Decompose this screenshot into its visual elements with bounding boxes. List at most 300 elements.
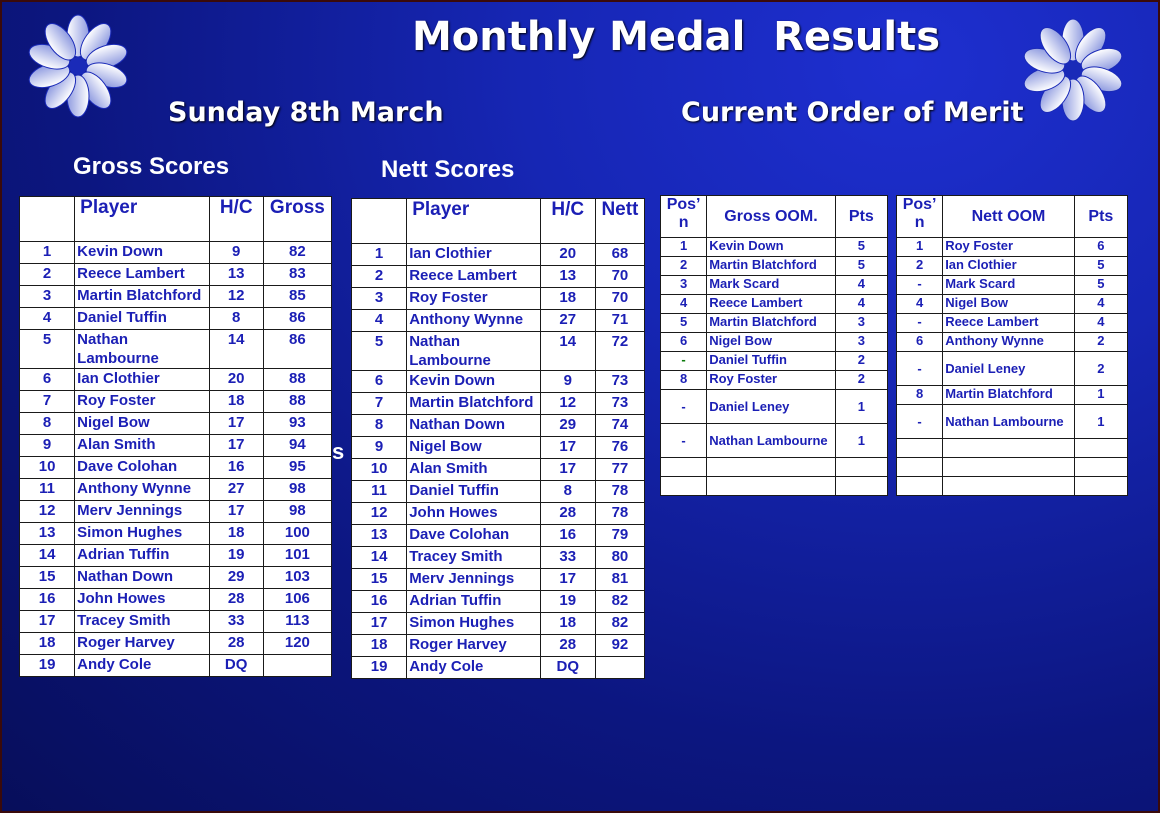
table-cell: 79 <box>595 525 644 547</box>
table-cell: 71 <box>595 310 644 332</box>
table-cell: 17 <box>209 413 263 435</box>
table-cell: 78 <box>595 503 644 525</box>
table-row <box>352 635 645 657</box>
table-cell: Martin Blatchford <box>407 393 540 415</box>
table-row <box>20 457 332 479</box>
table-row <box>20 479 332 501</box>
table-cell: 18 <box>209 523 263 545</box>
table-cell: 9 <box>209 242 263 264</box>
table-cell: Adrian Tuffin <box>75 545 209 567</box>
table-row <box>20 567 332 589</box>
table-cell: 68 <box>595 244 644 266</box>
table-cell: 2 <box>835 352 887 371</box>
table-cell: 4 <box>897 295 943 314</box>
table-row <box>352 332 645 371</box>
table-row <box>352 244 645 266</box>
table-row <box>20 264 332 286</box>
table-cell: 1 <box>661 238 707 257</box>
table-cell <box>661 477 707 496</box>
table-cell: Reece Lambert <box>75 264 209 286</box>
table-cell: Daniel Tuffin <box>407 481 540 503</box>
table-cell: 73 <box>595 393 644 415</box>
table-cell: 86 <box>263 308 331 330</box>
table-row <box>352 547 645 569</box>
col-header: Nett OOM <box>943 196 1075 238</box>
table-cell <box>943 458 1075 477</box>
col-header: Nett <box>595 199 644 244</box>
table-cell: 17 <box>209 501 263 523</box>
table-row <box>661 390 888 424</box>
table-cell: Roger Harvey <box>407 635 540 657</box>
table-cell: 1 <box>1074 386 1127 405</box>
table-cell: 12 <box>540 393 595 415</box>
table-cell: - <box>897 352 943 386</box>
table-cell: Alan Smith <box>407 459 540 481</box>
table-row <box>20 523 332 545</box>
nett-scores-heading: Nett Scores <box>381 156 515 183</box>
col-header: Player <box>75 197 209 242</box>
table-cell: 4 <box>1074 295 1127 314</box>
table-cell: 29 <box>209 567 263 589</box>
table-cell: Simon Hughes <box>407 613 540 635</box>
table-cell: Anthony Wynne <box>407 310 540 332</box>
table-cell <box>835 458 887 477</box>
col-header: Pos’ n <box>897 196 943 238</box>
table-row <box>20 308 332 330</box>
table-cell: Nathan Lambourne <box>943 405 1075 439</box>
table-cell: 70 <box>595 288 644 310</box>
table-cell: Adrian Tuffin <box>407 591 540 613</box>
table-cell: Reece Lambert <box>943 314 1075 333</box>
table-row <box>20 611 332 633</box>
order-of-merit-heading: Current Order of Merit <box>681 97 1024 128</box>
table-row <box>897 333 1128 352</box>
table-cell: 28 <box>540 635 595 657</box>
table-row <box>661 314 888 333</box>
table-cell: 1 <box>352 244 407 266</box>
table-cell: 82 <box>595 613 644 635</box>
table-cell: 2 <box>20 264 75 286</box>
table-cell: Nathan Lambourne <box>75 330 209 369</box>
table-cell: 16 <box>209 457 263 479</box>
table-row <box>20 633 332 655</box>
table-cell: Nigel Bow <box>707 333 836 352</box>
table-cell: 18 <box>20 633 75 655</box>
table-cell: 2 <box>835 371 887 390</box>
table-row <box>897 352 1128 386</box>
table-cell: 3 <box>835 333 887 352</box>
table-cell: Nathan Down <box>407 415 540 437</box>
table-cell: 86 <box>263 330 331 369</box>
table-cell: Nigel Bow <box>75 413 209 435</box>
table-cell: 8 <box>20 413 75 435</box>
table-cell: Nigel Bow <box>943 295 1075 314</box>
table-row <box>352 288 645 310</box>
table-cell: 19 <box>540 591 595 613</box>
table-cell: 18 <box>352 635 407 657</box>
table-cell <box>897 477 943 496</box>
table-cell: 76 <box>595 437 644 459</box>
table-cell: 17 <box>540 437 595 459</box>
table-cell: 33 <box>540 547 595 569</box>
table-row <box>897 276 1128 295</box>
table-cell: Daniel Tuffin <box>75 308 209 330</box>
col-header <box>20 197 75 242</box>
table-row <box>352 459 645 481</box>
table-cell: 3 <box>661 276 707 295</box>
table-row <box>897 314 1128 333</box>
table-cell: Kevin Down <box>75 242 209 264</box>
table-cell: 10 <box>352 459 407 481</box>
table-cell: 15 <box>352 569 407 591</box>
table-cell: Nathan Lambourne <box>407 332 540 371</box>
table-row <box>352 415 645 437</box>
gross-scores-table <box>19 196 332 677</box>
table-cell: 5 <box>661 314 707 333</box>
col-header: H/C <box>540 199 595 244</box>
table-cell: Martin Blatchford <box>943 386 1075 405</box>
table-row <box>352 437 645 459</box>
table-row <box>897 386 1128 405</box>
table-cell: Andy Cole <box>75 655 209 677</box>
table-cell: 18 <box>540 613 595 635</box>
table-cell: Daniel Tuffin <box>707 352 836 371</box>
table-row <box>352 371 645 393</box>
table-cell: 73 <box>595 371 644 393</box>
table-cell: Roy Foster <box>707 371 836 390</box>
table-cell: 94 <box>263 435 331 457</box>
table-cell: Martin Blatchford <box>707 257 836 276</box>
table-cell: 28 <box>209 589 263 611</box>
table-row <box>661 424 888 458</box>
table-cell: 100 <box>263 523 331 545</box>
table-cell: 6 <box>20 369 75 391</box>
table-row <box>897 257 1128 276</box>
date-heading: Sunday 8th March <box>168 97 444 128</box>
table-cell: 120 <box>263 633 331 655</box>
table-cell <box>897 439 943 458</box>
table-cell: 95 <box>263 457 331 479</box>
table-cell <box>263 655 331 677</box>
table-cell: 17 <box>540 459 595 481</box>
col-header: Pts <box>1074 196 1127 238</box>
table-cell: 11 <box>20 479 75 501</box>
table-cell: 13 <box>540 266 595 288</box>
table-row <box>661 352 888 371</box>
table-cell: 5 <box>20 330 75 369</box>
table-cell: 5 <box>1074 276 1127 295</box>
table-cell: Reece Lambert <box>707 295 836 314</box>
table-cell: - <box>661 390 707 424</box>
table-row <box>897 439 1128 458</box>
table-cell: 6 <box>352 371 407 393</box>
table-cell: 17 <box>540 569 595 591</box>
table-cell: 14 <box>352 547 407 569</box>
table-cell: 33 <box>209 611 263 633</box>
table-row <box>20 369 332 391</box>
table-cell: John Howes <box>407 503 540 525</box>
table-cell: Ian Clothier <box>407 244 540 266</box>
table-cell: John Howes <box>75 589 209 611</box>
table-cell: - <box>661 352 707 371</box>
table-cell: 20 <box>540 244 595 266</box>
table-cell: 14 <box>20 545 75 567</box>
table-row <box>352 525 645 547</box>
table-cell: 14 <box>209 330 263 369</box>
col-header: Gross <box>263 197 331 242</box>
table-row <box>20 501 332 523</box>
table-row <box>352 591 645 613</box>
table-row <box>352 657 645 679</box>
table-cell: 85 <box>263 286 331 308</box>
table-cell: 19 <box>20 655 75 677</box>
table-cell: Roy Foster <box>943 238 1075 257</box>
table-row <box>661 333 888 352</box>
table-cell: - <box>897 405 943 439</box>
table-cell: 77 <box>595 459 644 481</box>
table-cell: Dave Colohan <box>407 525 540 547</box>
table-cell: 17 <box>20 611 75 633</box>
table-cell: Roy Foster <box>75 391 209 413</box>
table-cell: - <box>661 424 707 458</box>
table-cell: 103 <box>263 567 331 589</box>
table-cell <box>1074 458 1127 477</box>
table-row <box>661 458 888 477</box>
table-row <box>20 545 332 567</box>
table-cell: 1 <box>897 238 943 257</box>
table-cell: 16 <box>352 591 407 613</box>
table-cell: 2 <box>1074 333 1127 352</box>
table-cell: 80 <box>595 547 644 569</box>
table-cell: Kevin Down <box>707 238 836 257</box>
table-cell: 11 <box>352 481 407 503</box>
table-cell: 20 <box>209 369 263 391</box>
table-cell: 2 <box>352 266 407 288</box>
table-cell: Anthony Wynne <box>75 479 209 501</box>
table-cell: 1 <box>20 242 75 264</box>
table-cell: 98 <box>263 479 331 501</box>
table-cell <box>943 477 1075 496</box>
table-cell <box>707 458 836 477</box>
table-cell: Roy Foster <box>407 288 540 310</box>
table-cell: 7 <box>352 393 407 415</box>
col-header <box>352 199 407 244</box>
table-row <box>661 276 888 295</box>
table-row <box>352 613 645 635</box>
table-cell: 10 <box>20 457 75 479</box>
table-cell: 27 <box>540 310 595 332</box>
table-row <box>352 569 645 591</box>
table-cell: Merv Jennings <box>407 569 540 591</box>
table-cell: 74 <box>595 415 644 437</box>
table-row <box>20 286 332 308</box>
table-cell: 1 <box>835 390 887 424</box>
table-cell: Anthony Wynne <box>943 333 1075 352</box>
table-cell <box>943 439 1075 458</box>
table-cell: 113 <box>263 611 331 633</box>
table-row <box>352 266 645 288</box>
col-header: Pos’ n <box>661 196 707 238</box>
table-cell: 2 <box>1074 352 1127 386</box>
table-cell: Reece Lambert <box>407 266 540 288</box>
table-row <box>352 503 645 525</box>
table-cell: 9 <box>352 437 407 459</box>
table-cell: 13 <box>209 264 263 286</box>
table-cell: 17 <box>352 613 407 635</box>
table-cell <box>707 477 836 496</box>
table-cell: 5 <box>352 332 407 371</box>
table-cell: Merv Jennings <box>75 501 209 523</box>
col-header: H/C <box>209 197 263 242</box>
table-cell: 3 <box>352 288 407 310</box>
table-cell: 6 <box>897 333 943 352</box>
table-cell: DQ <box>540 657 595 679</box>
table-cell: 8 <box>352 415 407 437</box>
table-cell: 29 <box>540 415 595 437</box>
table-cell: 28 <box>209 633 263 655</box>
table-cell: Andy Cole <box>407 657 540 679</box>
table-cell <box>1074 477 1127 496</box>
table-cell: 5 <box>835 257 887 276</box>
table-row <box>352 481 645 503</box>
table-cell: 82 <box>595 591 644 613</box>
gross-scores-heading: Gross Scores <box>73 153 230 180</box>
table-row <box>20 589 332 611</box>
table-cell: 27 <box>209 479 263 501</box>
table-cell: 12 <box>20 501 75 523</box>
table-cell <box>897 458 943 477</box>
table-cell: 4 <box>835 276 887 295</box>
col-header: Player <box>407 199 540 244</box>
table-cell: 16 <box>20 589 75 611</box>
table-cell: Dave Colohan <box>75 457 209 479</box>
table-row <box>20 413 332 435</box>
table-cell <box>661 458 707 477</box>
table-cell: Nathan Lambourne <box>707 424 836 458</box>
table-cell: Tracey Smith <box>407 547 540 569</box>
table-cell: 13 <box>352 525 407 547</box>
table-cell: Simon Hughes <box>75 523 209 545</box>
table-cell: 6 <box>1074 238 1127 257</box>
table-row <box>661 371 888 390</box>
table-cell: - <box>897 314 943 333</box>
table-cell <box>835 477 887 496</box>
table-cell: Alan Smith <box>75 435 209 457</box>
table-cell: 4 <box>661 295 707 314</box>
table-row <box>20 330 332 369</box>
table-cell: 7 <box>20 391 75 413</box>
col-header: Gross OOM. <box>707 196 836 238</box>
table-cell: 98 <box>263 501 331 523</box>
table-cell: - <box>897 276 943 295</box>
table-cell: Ian Clothier <box>943 257 1075 276</box>
table-row <box>661 295 888 314</box>
table-cell: 82 <box>263 242 331 264</box>
table-cell: Kevin Down <box>407 371 540 393</box>
table-cell: 12 <box>352 503 407 525</box>
table-cell: 19 <box>352 657 407 679</box>
table-cell: 13 <box>20 523 75 545</box>
table-cell: 83 <box>263 264 331 286</box>
table-cell: 16 <box>540 525 595 547</box>
table-cell: 4 <box>835 295 887 314</box>
table-cell: 8 <box>661 371 707 390</box>
gross-oom-table <box>660 195 888 496</box>
table-cell: Martin Blatchford <box>707 314 836 333</box>
table-cell: 88 <box>263 369 331 391</box>
table-cell: 19 <box>209 545 263 567</box>
table-cell: 14 <box>540 332 595 371</box>
table-cell: Daniel Leney <box>707 390 836 424</box>
table-cell: 1 <box>835 424 887 458</box>
table-row <box>352 393 645 415</box>
table-row <box>20 655 332 677</box>
nett-scores-table <box>351 198 645 679</box>
table-cell: 2 <box>897 257 943 276</box>
flower-icon-right <box>1020 18 1126 122</box>
table-cell: DQ <box>209 655 263 677</box>
table-cell: Ian Clothier <box>75 369 209 391</box>
table-cell: 4 <box>20 308 75 330</box>
table-cell: 15 <box>20 567 75 589</box>
table-cell: 88 <box>263 391 331 413</box>
flower-icon-left <box>24 14 132 118</box>
table-cell: 70 <box>595 266 644 288</box>
table-cell: 92 <box>595 635 644 657</box>
table-cell: 5 <box>835 238 887 257</box>
table-cell: 6 <box>661 333 707 352</box>
table-cell: 81 <box>595 569 644 591</box>
table-cell: 9 <box>20 435 75 457</box>
nett-oom-table <box>896 195 1128 496</box>
table-cell <box>595 657 644 679</box>
col-header: Pts <box>835 196 887 238</box>
table-cell: Martin Blatchford <box>75 286 209 308</box>
table-cell: 3 <box>835 314 887 333</box>
table-row <box>661 257 888 276</box>
table-cell: 12 <box>209 286 263 308</box>
table-cell: 1 <box>1074 405 1127 439</box>
table-cell: 18 <box>209 391 263 413</box>
table-cell: Daniel Leney <box>943 352 1075 386</box>
table-cell: 72 <box>595 332 644 371</box>
page-title: Monthly Medal Results <box>412 14 941 60</box>
table-cell: 93 <box>263 413 331 435</box>
table-cell: 8 <box>540 481 595 503</box>
table-cell: 4 <box>1074 314 1127 333</box>
table-row <box>20 435 332 457</box>
table-row <box>897 238 1128 257</box>
table-cell: 101 <box>263 545 331 567</box>
table-row <box>897 295 1128 314</box>
table-cell: 5 <box>1074 257 1127 276</box>
table-cell: 17 <box>209 435 263 457</box>
table-cell: 8 <box>897 386 943 405</box>
table-row <box>897 477 1128 496</box>
table-row <box>352 310 645 332</box>
table-cell <box>1074 439 1127 458</box>
stray-text: s <box>332 439 345 464</box>
table-row <box>661 477 888 496</box>
table-cell: Tracey Smith <box>75 611 209 633</box>
table-cell: Nathan Down <box>75 567 209 589</box>
table-cell: 28 <box>540 503 595 525</box>
table-row <box>897 458 1128 477</box>
table-row <box>897 405 1128 439</box>
table-cell: 3 <box>20 286 75 308</box>
table-cell: Mark Scard <box>943 276 1075 295</box>
table-row <box>20 242 332 264</box>
